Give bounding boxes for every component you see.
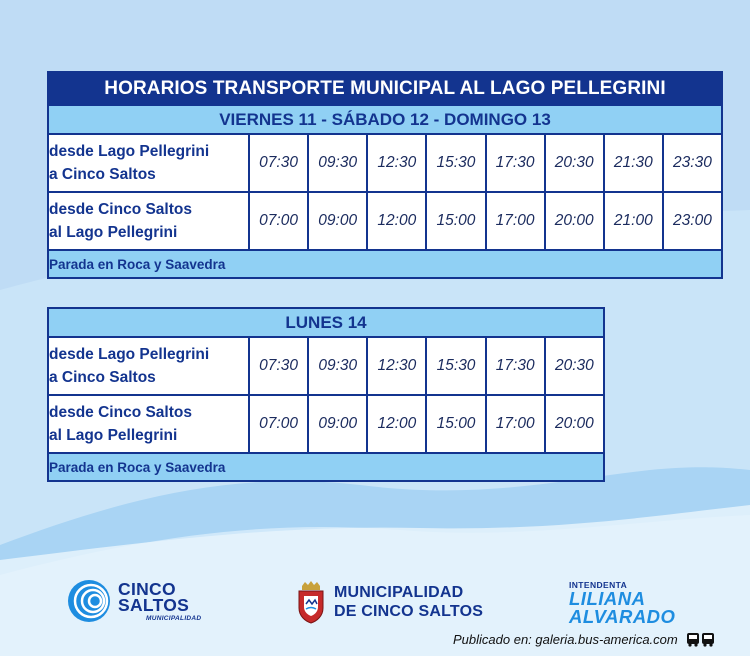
municipalidad-logo xyxy=(296,580,483,624)
waves-circle-icon xyxy=(66,578,112,624)
departure-time: 07:00 xyxy=(249,395,308,453)
route-label xyxy=(48,395,249,453)
table-row xyxy=(48,395,604,453)
route-label xyxy=(48,192,249,250)
departure-time: 20:30 xyxy=(545,337,604,395)
departure-time: 17:00 xyxy=(486,395,545,453)
route-origin: desde Cinco Saltos xyxy=(49,404,192,421)
coat-of-arms-icon xyxy=(296,580,326,624)
schedule-title: HORARIOS TRANSPORTE MUNICIPAL AL LAGO PELLEGRINI xyxy=(48,72,722,105)
footer-logos xyxy=(0,570,750,656)
intendenta-last-name: ALVARADO xyxy=(569,606,676,627)
departure-time: 07:00 xyxy=(249,192,308,250)
departure-time: 23:00 xyxy=(663,192,722,250)
intendenta-logo xyxy=(569,580,675,626)
route-label xyxy=(48,134,249,192)
departure-time: 12:30 xyxy=(367,134,426,192)
table-row xyxy=(48,192,722,250)
departure-time: 12:30 xyxy=(367,337,426,395)
departure-time: 15:30 xyxy=(426,337,485,395)
departure-time: 12:00 xyxy=(367,395,426,453)
municipalidad-line2: DE CINCO SALTOS xyxy=(334,603,484,620)
logo-text-cinco: CINCO xyxy=(118,578,176,599)
municipalidad-line1: MUNICIPALIDAD xyxy=(334,584,464,601)
departure-time: 20:00 xyxy=(545,395,604,453)
days-header: VIERNES 11 - SÁBADO 12 - DOMINGO 13 xyxy=(48,105,722,134)
schedule-table-weekend xyxy=(47,71,723,279)
departure-time: 20:30 xyxy=(545,134,604,192)
schedule-table-monday xyxy=(47,307,605,482)
departure-time: 15:30 xyxy=(426,134,485,192)
departure-time: 12:00 xyxy=(367,192,426,250)
departure-time: 17:30 xyxy=(486,134,545,192)
bus-america-logo-icon xyxy=(686,631,716,647)
table-row xyxy=(48,337,604,395)
intendenta-first-name: LILIANA xyxy=(569,588,646,609)
table-row xyxy=(48,134,722,192)
route-origin: desde Lago Pellegrini xyxy=(49,143,210,160)
route-origin: desde Lago Pellegrini xyxy=(49,346,210,363)
departure-time: 21:30 xyxy=(604,134,663,192)
departure-time: 09:30 xyxy=(308,337,367,395)
route-destination: a Cinco Saltos xyxy=(49,166,156,183)
departure-time: 07:30 xyxy=(249,134,308,192)
departure-time: 09:30 xyxy=(308,134,367,192)
route-destination: al Lago Pellegrini xyxy=(49,224,178,241)
watermark-text: Publicado en: galeria.bus-america.com xyxy=(453,631,678,647)
days-header: LUNES 14 xyxy=(48,308,604,337)
departure-time: 23:30 xyxy=(663,134,722,192)
departure-time: 17:30 xyxy=(486,337,545,395)
departure-time: 20:00 xyxy=(545,192,604,250)
departure-time: 09:00 xyxy=(308,395,367,453)
logo-text-saltos: SALTOS xyxy=(118,594,190,615)
departure-time: 15:00 xyxy=(426,192,485,250)
watermark xyxy=(453,631,716,647)
logo-text-municipalidad: MUNICIPALIDAD xyxy=(146,614,202,622)
departure-time: 15:00 xyxy=(426,395,485,453)
bus-stop-note: Parada en Roca y Saavedra xyxy=(48,250,722,278)
route-destination: al Lago Pellegrini xyxy=(49,427,178,444)
departure-time: 09:00 xyxy=(308,192,367,250)
departure-time: 17:00 xyxy=(486,192,545,250)
route-destination: a Cinco Saltos xyxy=(49,369,156,386)
route-origin: desde Cinco Saltos xyxy=(49,201,192,218)
cinco-saltos-logo xyxy=(66,578,201,624)
bus-stop-note: Parada en Roca y Saavedra xyxy=(48,453,604,481)
departure-time: 07:30 xyxy=(249,337,308,395)
intendenta-label: INTENDENTA xyxy=(569,580,628,590)
route-label xyxy=(48,337,249,395)
departure-time: 21:00 xyxy=(604,192,663,250)
